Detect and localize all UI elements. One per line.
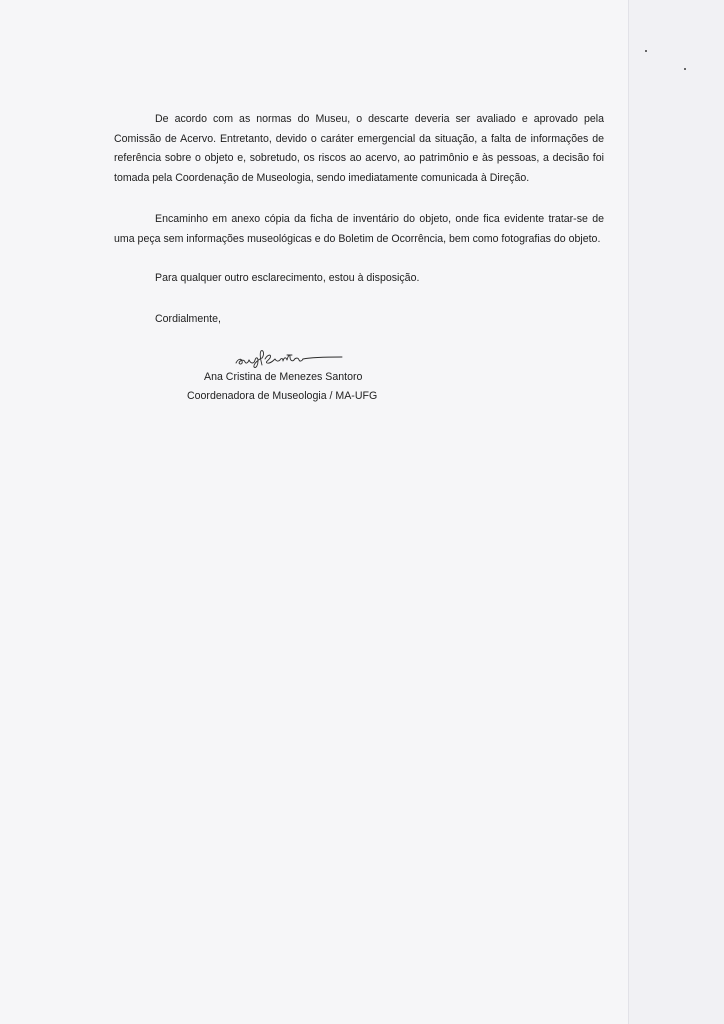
page-edge-shade	[629, 0, 724, 1024]
letter-paragraph-2: Encaminho em anexo cópia da ficha de inventário do objeto, onde fica evidente tratar-se de uma peça sem informações museológicas e do Boletim de Ocorrência, bem como fotografias do objeto.	[114, 213, 604, 245]
scan-speck	[684, 68, 686, 70]
letter-paragraph-3: Para qualquer outro esclarecimento, estou à disposição.	[155, 272, 420, 284]
scan-speck	[645, 50, 647, 52]
letter-closing: Cordialmente,	[155, 313, 221, 325]
signer-role: Coordenadora de Museologia / MA-UFG	[187, 390, 378, 402]
letter-paragraph-1: De acordo com as normas do Museu, o descarte deveria ser avaliado e aprovado pela Comissão de Acervo. Entretanto, devido o caráter emergencial da situação, a falta de informações de referência sobre o objeto e, sobretudo, os riscos ao acervo, ao patrimônio e às pessoas, a decisão foi tomada pela Coordenação de Museologia, sendo imediatamente comunicada à Direção.	[114, 113, 604, 184]
page-edge-line	[628, 0, 629, 1024]
signer-name: Ana Cristina de Menezes Santoro	[204, 371, 363, 383]
